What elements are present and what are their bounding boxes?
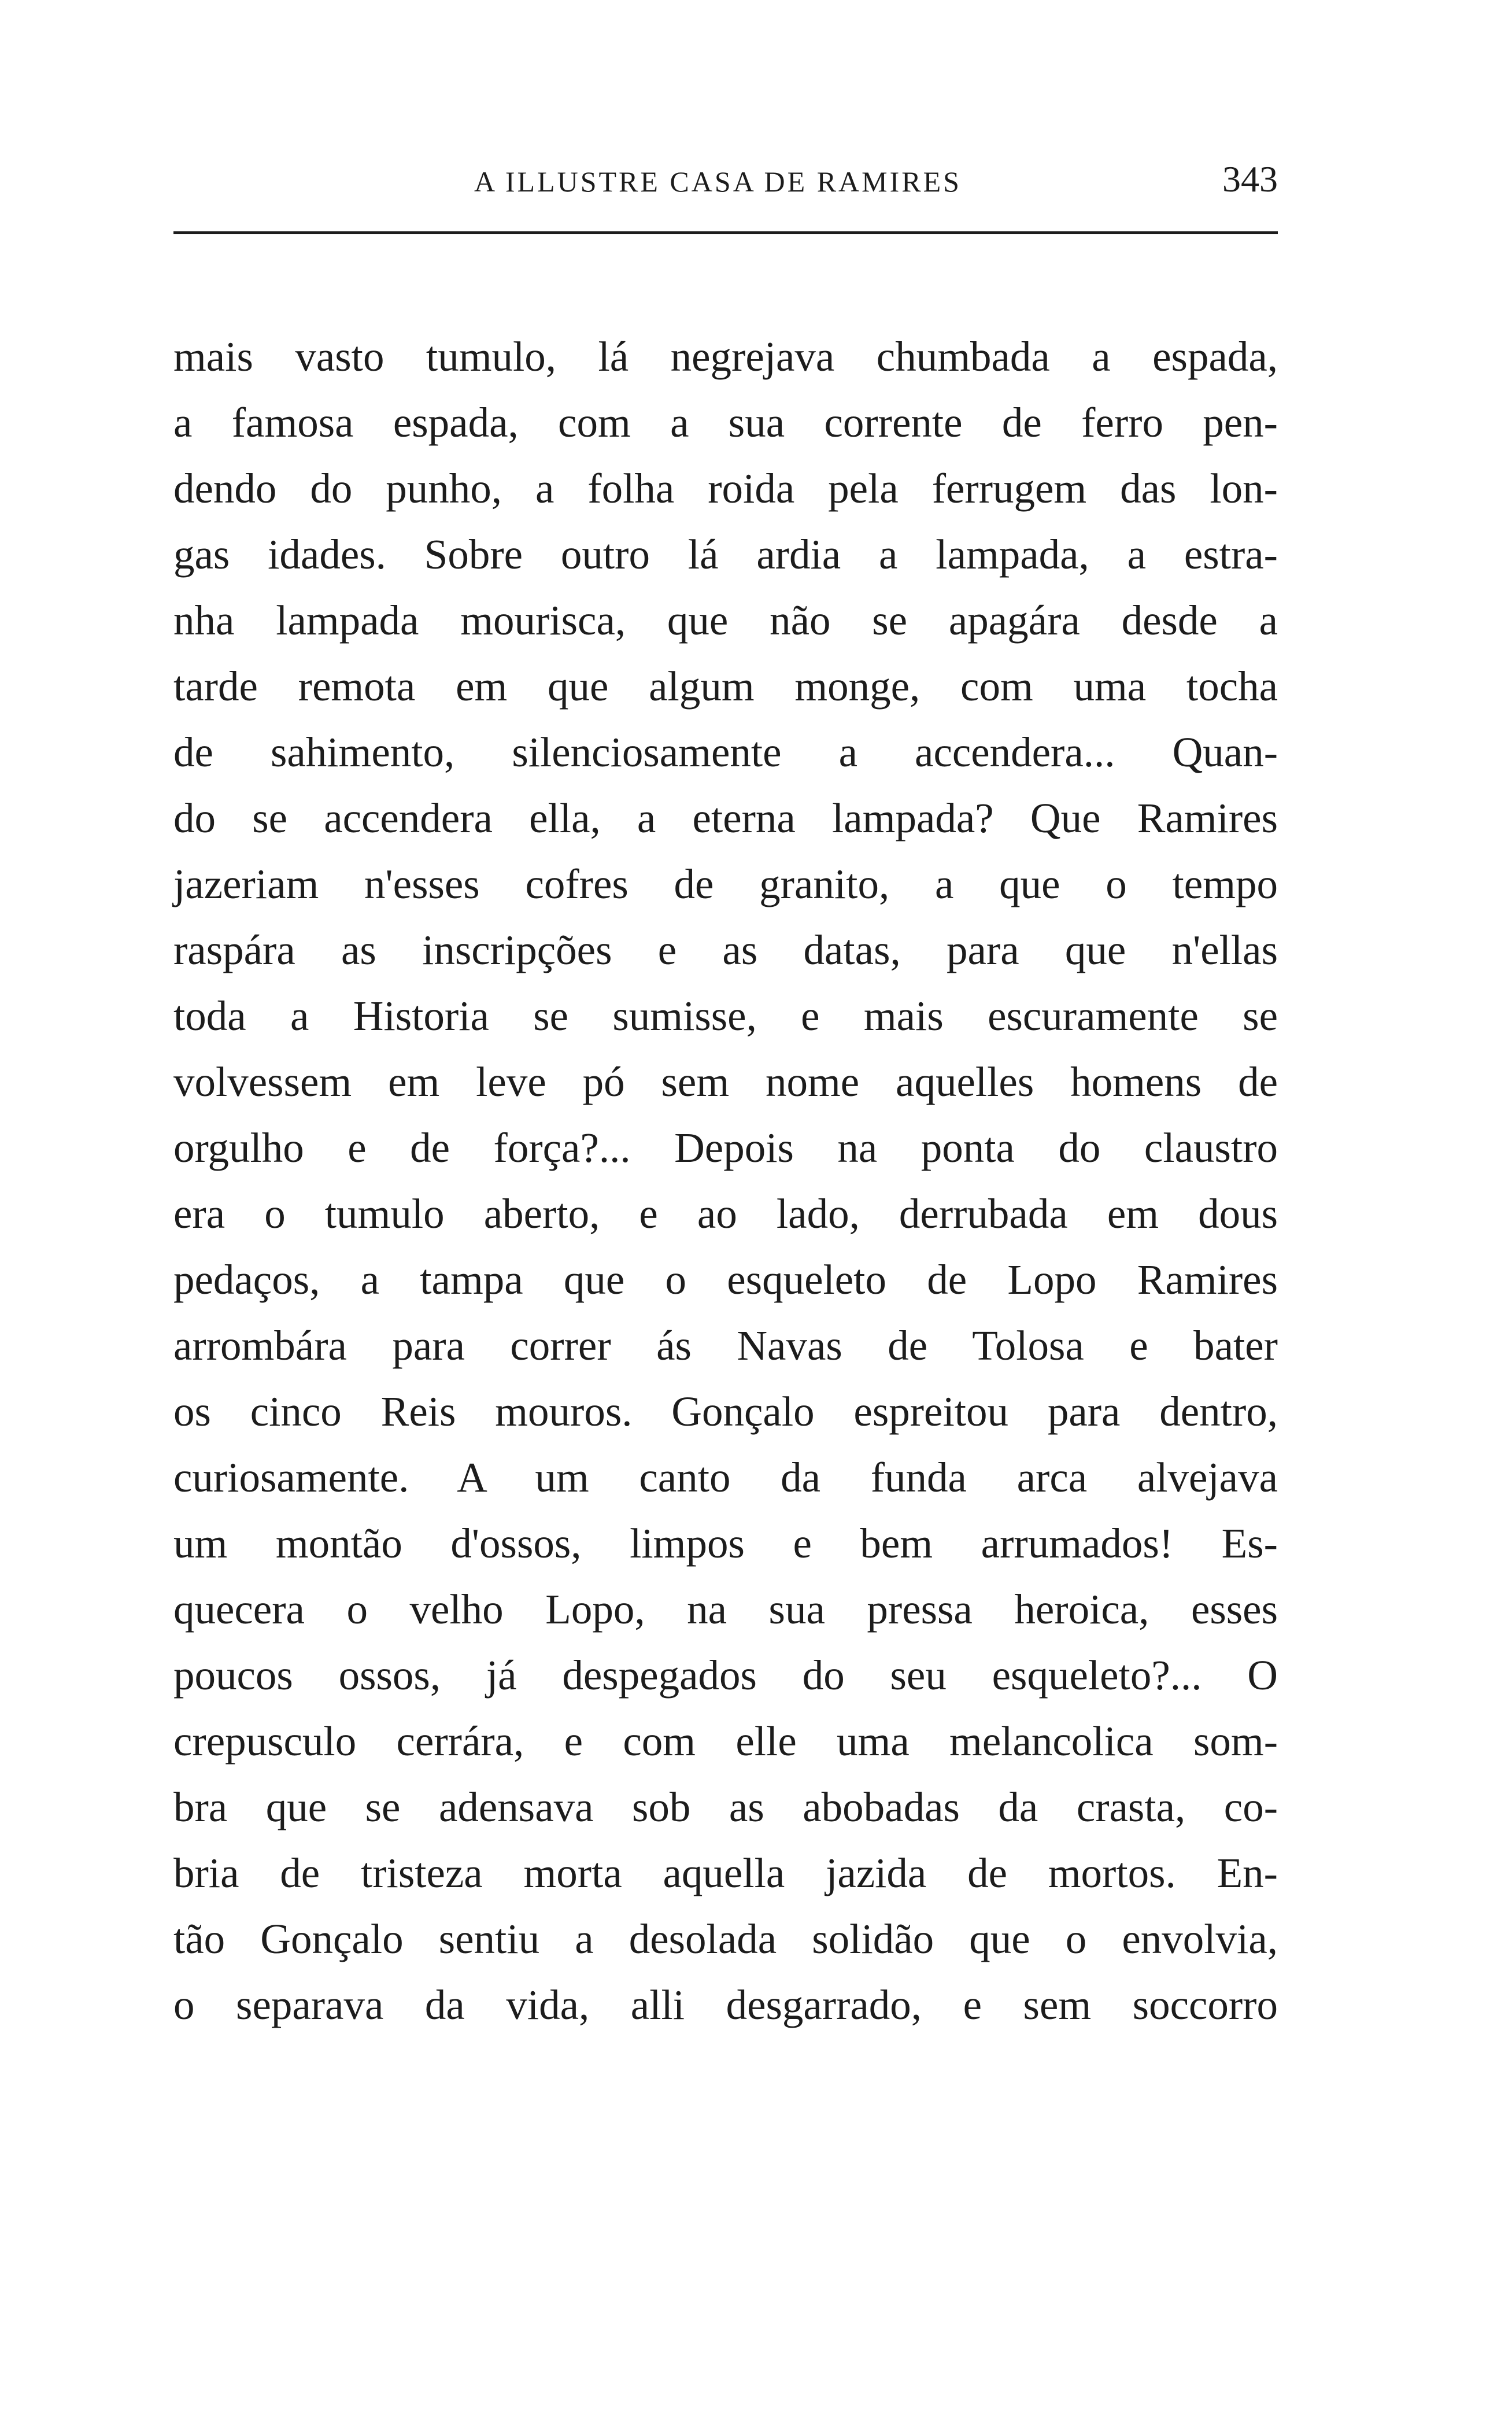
text-line: pedaços, a tampa que o esqueleto de Lopo Ramires bbox=[173, 1256, 1278, 1303]
text-line: tão Gonçalo sentiu a desolada solidão que o envolvia, bbox=[173, 1915, 1278, 1962]
text-line: jazeriam n'esses cofres de granito, a que o tempo bbox=[173, 861, 1278, 907]
text-line: volvessem em leve pó sem nome aquelles homens de bbox=[173, 1058, 1278, 1105]
text-line: tarde remota em que algum monge, com uma tocha bbox=[173, 663, 1278, 710]
text-line: os cinco Reis mouros. Gonçalo espreitou para dentro, bbox=[173, 1388, 1278, 1435]
text-line: nha lampada mourisca, que não se apagára desde a bbox=[173, 597, 1278, 644]
running-head bbox=[179, 153, 1278, 205]
body-text bbox=[173, 324, 1278, 2038]
text-line: poucos ossos, já despegados do seu esqueleto?... O bbox=[173, 1652, 1278, 1699]
text-line: toda a Historia se sumisse, e mais escuramente se bbox=[173, 992, 1278, 1039]
text-line: raspára as inscripções e as datas, para que n'ellas bbox=[173, 927, 1278, 973]
text-line: um montão d'ossos, limpos e bem arrumados! Es- bbox=[173, 1520, 1278, 1567]
text-line: a famosa espada, com a sua corrente de ferro pen- bbox=[173, 399, 1278, 446]
text-line: era o tumulo aberto, e ao lado, derrubada em dous bbox=[173, 1190, 1278, 1237]
text-line: arrombára para correr ás Navas de Tolosa e bater bbox=[173, 1322, 1278, 1369]
text-line: do se accendera ella, a eterna lampada? Que Ramires bbox=[173, 795, 1278, 841]
text-line: crepusculo cerrára, e com elle uma melancolica som- bbox=[173, 1718, 1278, 1765]
text-line: quecera o velho Lopo, na sua pressa heroica, esses bbox=[173, 1586, 1278, 1633]
text-line: de sahimento, silenciosamente a accendera... Quan- bbox=[173, 729, 1278, 776]
text-line: dendo do punho, a folha roida pela ferrugem das lon- bbox=[173, 465, 1278, 512]
text-line: bria de tristeza morta aquella jazida de mortos. En- bbox=[173, 1850, 1278, 1896]
running-title: A ILLUSTRE CASA DE RAMIRES bbox=[474, 165, 962, 198]
text-line: mais vasto tumulo, lá negrejava chumbada a espada, bbox=[173, 333, 1278, 380]
text-line: curiosamente. A um canto da funda arca alvejava bbox=[173, 1454, 1278, 1501]
text-line: gas idades. Sobre outro lá ardia a lampada, a estra- bbox=[173, 531, 1278, 578]
header-rule bbox=[173, 231, 1278, 234]
text-line: bra que se adensava sob as abobadas da crasta, co- bbox=[173, 1784, 1278, 1830]
text-line: orgulho e de força?... Depois na ponta do claustro bbox=[173, 1124, 1278, 1171]
page-number: 343 bbox=[1222, 158, 1278, 200]
text-line: o separava da vida, alli desgarrado, e sem soccorro bbox=[173, 1981, 1278, 2028]
